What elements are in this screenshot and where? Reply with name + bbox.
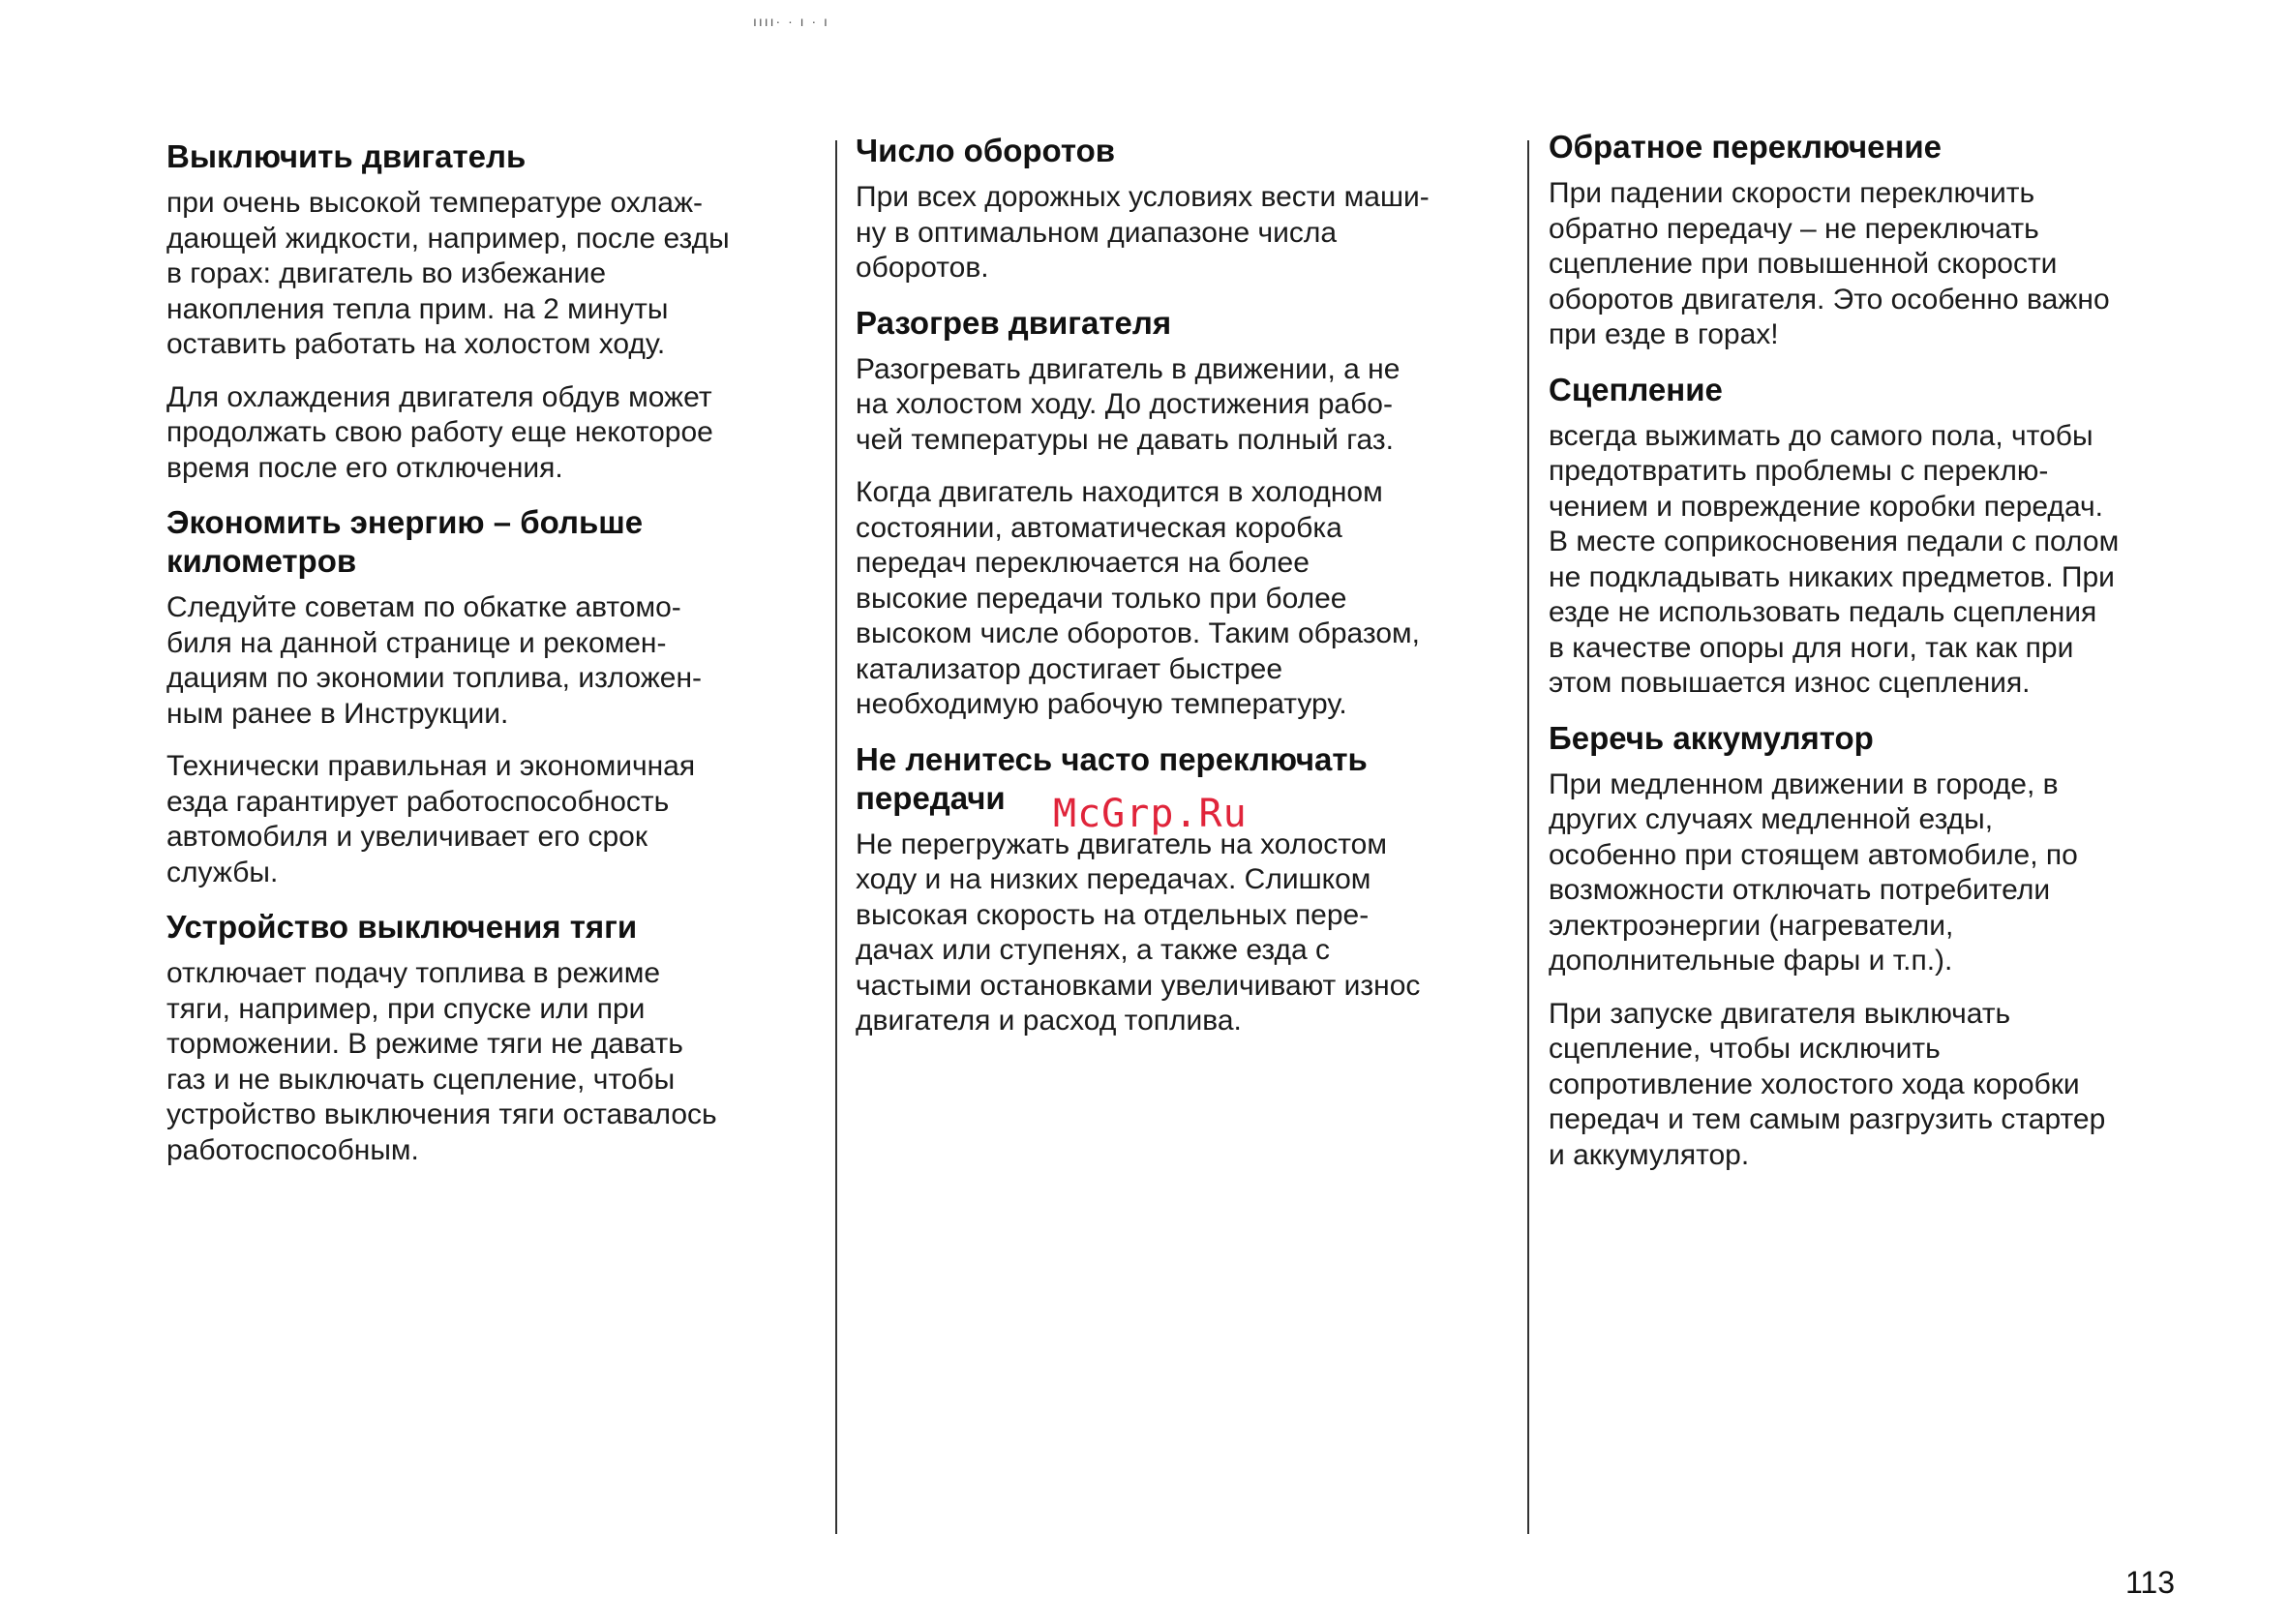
section-heading: Разогрев двигателя xyxy=(856,304,1172,341)
section-heading: Экономить энергию – больше километров xyxy=(166,504,644,579)
section-engine-off xyxy=(166,137,805,486)
section-battery xyxy=(1549,719,2192,1174)
section-paragraph: Для охлаждения двигателя обдув может продолжать свою работу еще некоторое время после его отключения. xyxy=(166,380,713,484)
section-warm-up xyxy=(856,304,1494,723)
section-heading: Не ленитесь часто переключать передачи xyxy=(856,740,1368,816)
section-paragraph: при очень высокой температуре охлаж- дающей жидкости, например, после езды в горах: двигатель во избежание накопления тепла прим. на 2 минуты оставить работать на холостом ходу. xyxy=(166,187,730,360)
scan-marks: ıııı· · ı · ı xyxy=(753,14,829,29)
section-paragraph: При медленном движении в городе, в других случаях медленной езды, особенно при стоящем автомобиле, по возможности отключать потребители электроэнергии (нагреватели, дополнительные фары и т.п.). xyxy=(1549,767,2078,977)
section-heading: Устройство выключения тяги xyxy=(166,909,638,945)
section-paragraph: При падении скорости переключить обратно передачу – не переключать сцепление при повышенной скорости оборотов двигателя. Это особенно важно при езде в горах! xyxy=(1549,177,2110,350)
section-clutch xyxy=(1549,371,2192,702)
section-heading: Сцепление xyxy=(1549,371,1723,407)
column-divider xyxy=(835,140,837,1534)
section-downshift xyxy=(1549,128,2192,353)
section-paragraph: При запуске двигателя выключать сцепление, чтобы исключить сопротивление холостого хода коробки передач и тем самым разгрузить стартер и аккумулятор. xyxy=(1549,997,2106,1171)
section-heading: Беречь аккумулятор xyxy=(1549,719,1874,756)
section-save-energy xyxy=(166,503,805,890)
section-shift-gears xyxy=(856,740,1494,1039)
column-middle xyxy=(856,132,1494,1057)
column-divider xyxy=(1527,140,1529,1534)
section-paragraph: всегда выжимать до самого пола, чтобы предотвратить проблемы с переклю- чением и повреждение коробки передач. В месте соприкосновения педали с полом не подкладывать никаких предметов. При езде не использовать педаль сцепления в качестве опоры для ноги, так как при этом повышается износ сцепления. xyxy=(1549,419,2120,699)
section-heading: Выключить двигатель xyxy=(166,138,527,174)
section-paragraph: Технически правильная и экономичная езда гарантирует работоспособность автомобиля и увеличивает его срок службы. xyxy=(166,750,696,888)
column-left xyxy=(166,137,805,1186)
section-paragraph: Следуйте советам по обкатке автомо- биля на данной странице и рекомен- дациям по экономии топлива, изложен- ным ранее в Инструкции. xyxy=(166,591,703,730)
section-paragraph: Когда двигатель находится в холодном состоянии, автоматическая коробка передач переключается на более высокие передачи только при более высоком числе оборотов. Таким образом, катализатор достигает быстрее необходимую рабочую температуру. xyxy=(856,476,1420,720)
section-fuel-cutoff xyxy=(166,908,805,1168)
section-paragraph: Не перегружать двигатель на холостом ходу и на низких передачах. Слишком высокая скорость на отдельных пере- дачах или ступенях, а также езда с частыми остановками увеличивают износ двигателя и расход топлива. xyxy=(856,827,1421,1037)
section-paragraph: При всех дорожных условиях вести маши- ну в оптимальном диапазоне числа оборотов. xyxy=(856,181,1430,284)
column-right xyxy=(1549,128,2192,1190)
section-rpm xyxy=(856,132,1494,286)
section-heading: Обратное переключение xyxy=(1549,129,1943,165)
section-heading: Число оборотов xyxy=(856,133,1116,168)
page-number: 113 xyxy=(2125,1565,2176,1600)
watermark: McGrp.Ru xyxy=(1053,792,1248,836)
section-paragraph: Разогревать двигатель в движении, а не на холостом ходу. До достижения рабо- чей температуры не давать полный газ. xyxy=(856,352,1401,456)
section-paragraph: отключает подачу топлива в режиме тяги, например, при спуске или при торможении. В режиме тяги не давать газ и не выключать сцепление, чтобы устройство выключения тяги оставалось работоспособным. xyxy=(166,957,717,1166)
